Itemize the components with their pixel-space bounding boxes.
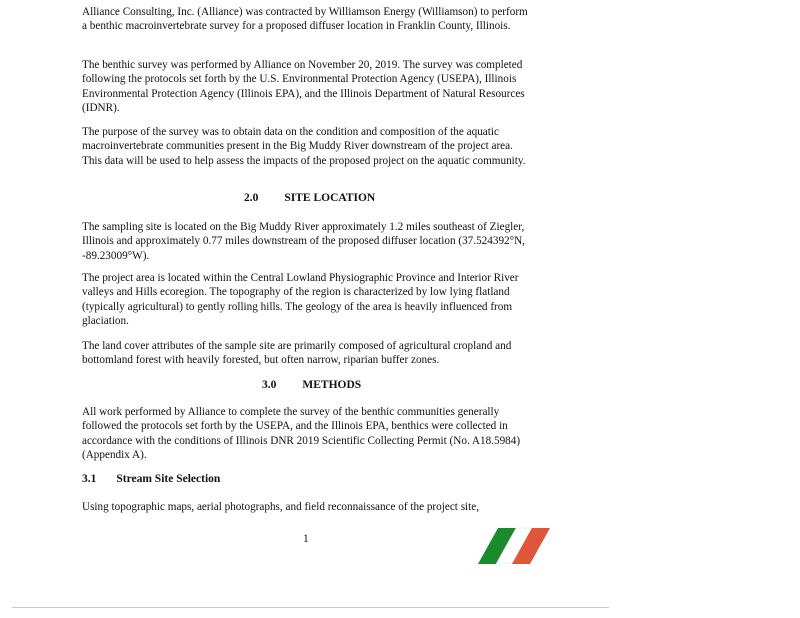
section-number: 2.0	[244, 192, 259, 204]
paragraph-intro: Alliance Consulting, Inc. (Alliance) was contracted by Williamson Energy (Williamson) to perform a benthic macroinvertebrate survey for a proposed diffuser location in Franklin County, Illinois.	[82, 6, 528, 33]
section-title: METHODS	[302, 379, 362, 391]
subsection-heading-stream-site-selection	[82, 473, 220, 485]
tricolor-stripes-logo-icon	[478, 524, 550, 564]
section-number: 3.0	[262, 379, 277, 391]
paragraph-site-selection: Using topographic maps, aerial photographs, and field reconnaissance of the project site,	[82, 501, 480, 513]
page-number: 1	[303, 533, 309, 545]
section-title: SITE LOCATION	[284, 192, 376, 204]
paragraph-purpose: The purpose of the survey was to obtain data on the condition and composition of the aquatic macroinvertebrate communities present in the Big Muddy River downstream of the project area. This data will be used to help assess the impacts of the proposed project on the aquatic community.	[82, 126, 526, 167]
page-bottom-divider	[12, 607, 609, 608]
paragraph-sampling-site: The sampling site is located on the Big Muddy River approximately 1.2 miles southeast of Ziegler, Illinois and approximately 0.77 miles downstream of the proposed diffuser location (37.524392°N, -89.23009°W).	[82, 221, 525, 262]
subsection-number: 3.1	[82, 473, 97, 485]
paragraph-methods: All work performed by Alliance to complete the survey of the benthic communities generally followed the protocols set forth by the USEPA, and the Illinois EPA, benthics were collected in accordance with the conditions of Illinois DNR 2019 Scientific Collecting Permit (No. A18.5984) (Appendix A).	[82, 406, 521, 461]
section-heading-site-location	[244, 192, 375, 204]
section-heading-methods	[262, 379, 361, 391]
paragraph-land-cover: The land cover attributes of the sample site are primarily composed of agricultural cropland and bottomland forest with heavily forested, but often narrow, riparian buffer zones.	[82, 340, 512, 367]
paragraph-survey-date: The benthic survey was performed by Alliance on November 20, 2019. The survey was completed following the protocols set forth by the U.S. Environmental Protection Agency (USEPA), Illinois Environmental Protection Agency (Illinois EPA), and the Illinois Department of Natural Resources (IDNR).	[82, 59, 525, 114]
subsection-title: Stream Site Selection	[116, 473, 221, 485]
paragraph-project-area: The project area is located within the Central Lowland Physiographic Province and Interior River valleys and Hills ecoregion. The topography of the region is characterized by low lying flatland (typically agricultural) to gently rolling hills. The geology of the area is heavily influenced from glaciation.	[82, 272, 519, 327]
